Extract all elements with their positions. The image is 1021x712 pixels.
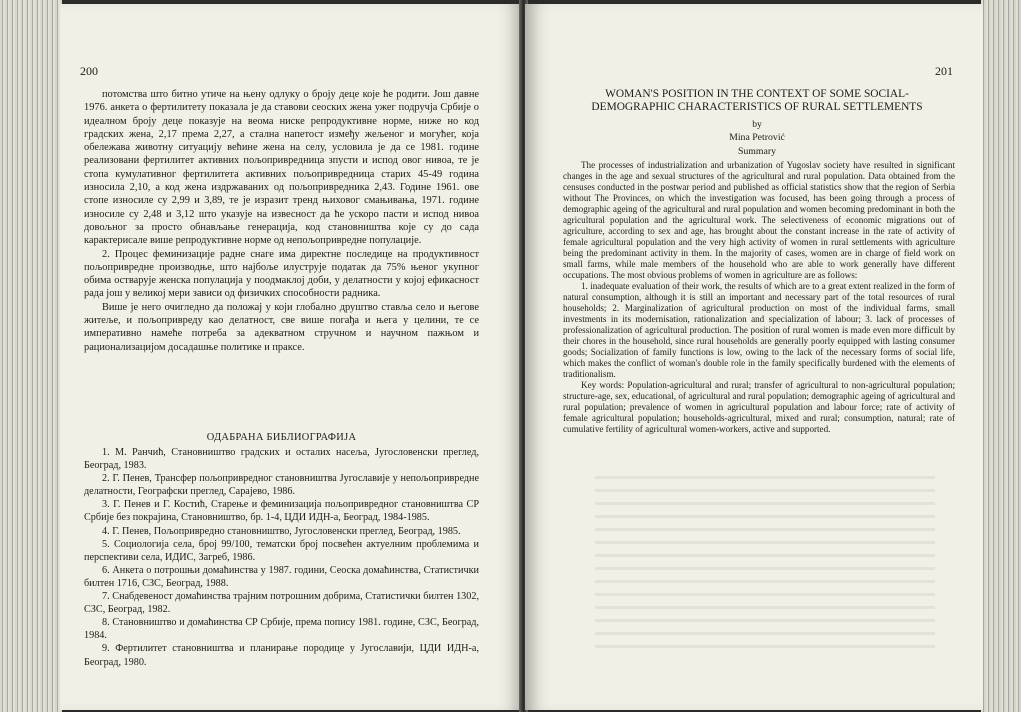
bibliography-heading: ОДАБРАНА БИБЛИОГРАФИЈА [206, 432, 357, 443]
bibliography-entry: 3. Г. Пенев и Г. Костић, Старење и феминизација пољопривредног становништва СР Србије без покрајина, Становништво, бр. 1-4, ЦДИ ИДН-а, Београд, 1984-1985. [84, 499, 479, 524]
summary-heading: Summary [737, 146, 777, 157]
paragraph: Више је него очигледно да положај у који глобално друштво ставља село и његове житеље, и пољопривреду као делатност, све више погађа и њега у целини, те се императивно намеће потреба за адекватном стручном и научном пажњом и рационализацијом досадашње политике и праксе. [84, 301, 479, 353]
left-page [60, 4, 523, 710]
bibliography-entry: 8. Становништво и домаћинства СР Србије, према попису 1981. године, СЗС, Београд, 1984. [84, 617, 479, 642]
show-through-text [595, 470, 935, 650]
page-number: 201 [935, 64, 953, 78]
paragraph: потомства што битно утиче на њену одлуку о броју деце које ће родити. Још давне 1976. анкета о фертилитету показала је да ставови сеоских жена ужег подручја Србије о идеалном броју деце показује на веома ниске репродуктивне норме, ниже но код градских жена, 2,17 према 2,27, а стална напетост између жељеног и могућег, која обележава животну ситуацију већине жена на селу, условила је да се 1981. године реализовани фертилитет активних пољопривредница зпусти и испод овог нивоа, те је стопа кумулативног фертилитета активних пољопривредница старих 45-49 година износила 2,10, а код жена издржаваних од пољопривредника 2,43. Године 1961. ове стопе износиле су 2,99 и 3,89, те је изразит тренд њиховог смањивања, 1971. године износиле су 2,48 и 3,12 што указује на извесност да ће ускоро пасти и испод нивоа довољног за просто обнављање генерација, код становништва које су до сада карактерисале више репродуктивне норме од непољопривредне популације. [84, 89, 479, 247]
bibliography-entry: 1. М. Ранчић, Становништво градских и осталих насеља, Југословенски преглед, Београд, 1983. [84, 447, 479, 472]
book-page-edges-left [0, 0, 62, 712]
bibliography-entry: 5. Социологија села, број 99/100, тематски број посвећен актуелним проблемима и перспективи села, ИДИС, Загреб, 1986. [84, 538, 479, 563]
bibliography-entry: 2. Г. Пенев, Трансфер пољопривредног становништва Југославије у непољопривредне делатности, Географски преглед, Сарајево, 1986. [84, 473, 479, 498]
author-name: Mina Petrović [729, 132, 785, 143]
page-number: 200 [80, 64, 98, 78]
article-title: WOMAN'S POSITION IN THE CONTEXT OF SOME SOCIAL-DEMOGRAPHIC CHARACTERISTICS OF RURAL SETTLEMENTS [591, 88, 923, 113]
paragraph: The processes of industrialization and urbanization of Yugoslav society have resulted in significant changes in the age and sexual structures of the agricultural and rural population. Data obtained from the censuses conducted in the postwar period and published as official statistics show that the region of Serbia without The Provinces, on which the investigation was focused, has been going through a process of demographic ageing of the agricultural and rural population and women becoming predominant in both the agricultural population and the agricultural work. The selectiveness of economic migrations out of agriculture, according to sex and age, has brought about the constant increase in the rate of activity of female agricultural population and the very high activity of women in rural settlements with agriculture being the predominant activity in them. In the majority of cases, women are in charge of field work on small farms, while male members of the household who are able to work generally have different occupations. The most obvious problems of women in agriculture are as follows: [563, 160, 955, 280]
paragraph: 2. Процес феминизације радне снаге има директне последице на продуктивност пољопривредне производње, што најбоље илуструје податак да 75% њеног укупног обима остварује женска популација у поодмаклој доби, у делатности у којој ефикасност рада још у великој мери зависи од физичких способности радника. [84, 248, 479, 300]
body-text [84, 88, 479, 354]
bibliography-entry: 4. Г. Пенев, Пољопривредно становништво, Југословенски преглед, Београд, 1985. [102, 525, 461, 537]
bibliography-list [84, 446, 479, 669]
right-page [525, 4, 983, 710]
byline: by [752, 119, 762, 130]
summary-text [563, 160, 955, 435]
bibliography-entry: 6. Анкета о потрошњи домаћинства у 1987. години, Сеоска домаћинства, Статистички билтен 1716, СЗС, Београд, 1988. [84, 564, 479, 589]
bibliography-entry: 7. Снабдевеност домаћинства трајним потрошним добрима, Статистички билтен 1302, СЗС, Београд, 1982. [84, 591, 479, 616]
paragraph: 1. inadequate evaluation of their work, the results of which are to a great extent realized in the form of natural consumption, although it is still an important and necessary part of the total resources of rural households; 2. Marginalization of agricultural production on most of the individual farms, small investments in its modernisation, rationalization and specialization of labour; 3. lack of processes of professionalization of agricultural production. The position of rural women is made even more difficult by their chores in the household, since rural households are generally poorly equipped with lasting consumer goods; Socialization of family functions is low, owing to the lack of the necessary forms of social life, which makes the conflict of woman's double role in the family specifically burdened with the elements of traditionalism. [563, 281, 955, 379]
paragraph: Key words: Population-agricultural and rural; transfer of agricultural to non-agricultural population; structure-age, sex, educational, of agricultural and rural population; demographic ageing of agricultural and rural population; prevalence of women in agricultural population and labour force; rate of activity of female agricultural population; households-agricultural, mixed and rural; consumption, natural; rate of cumulative fertility of agricultural women-workers, active and supported. [563, 380, 955, 434]
bibliography-entry: 9. Фертилитет становништва и планирање породице у Југославији, ЦДИ ИДН-а, Београд, 1980. [84, 643, 479, 668]
book-page-edges-right [981, 0, 1021, 712]
